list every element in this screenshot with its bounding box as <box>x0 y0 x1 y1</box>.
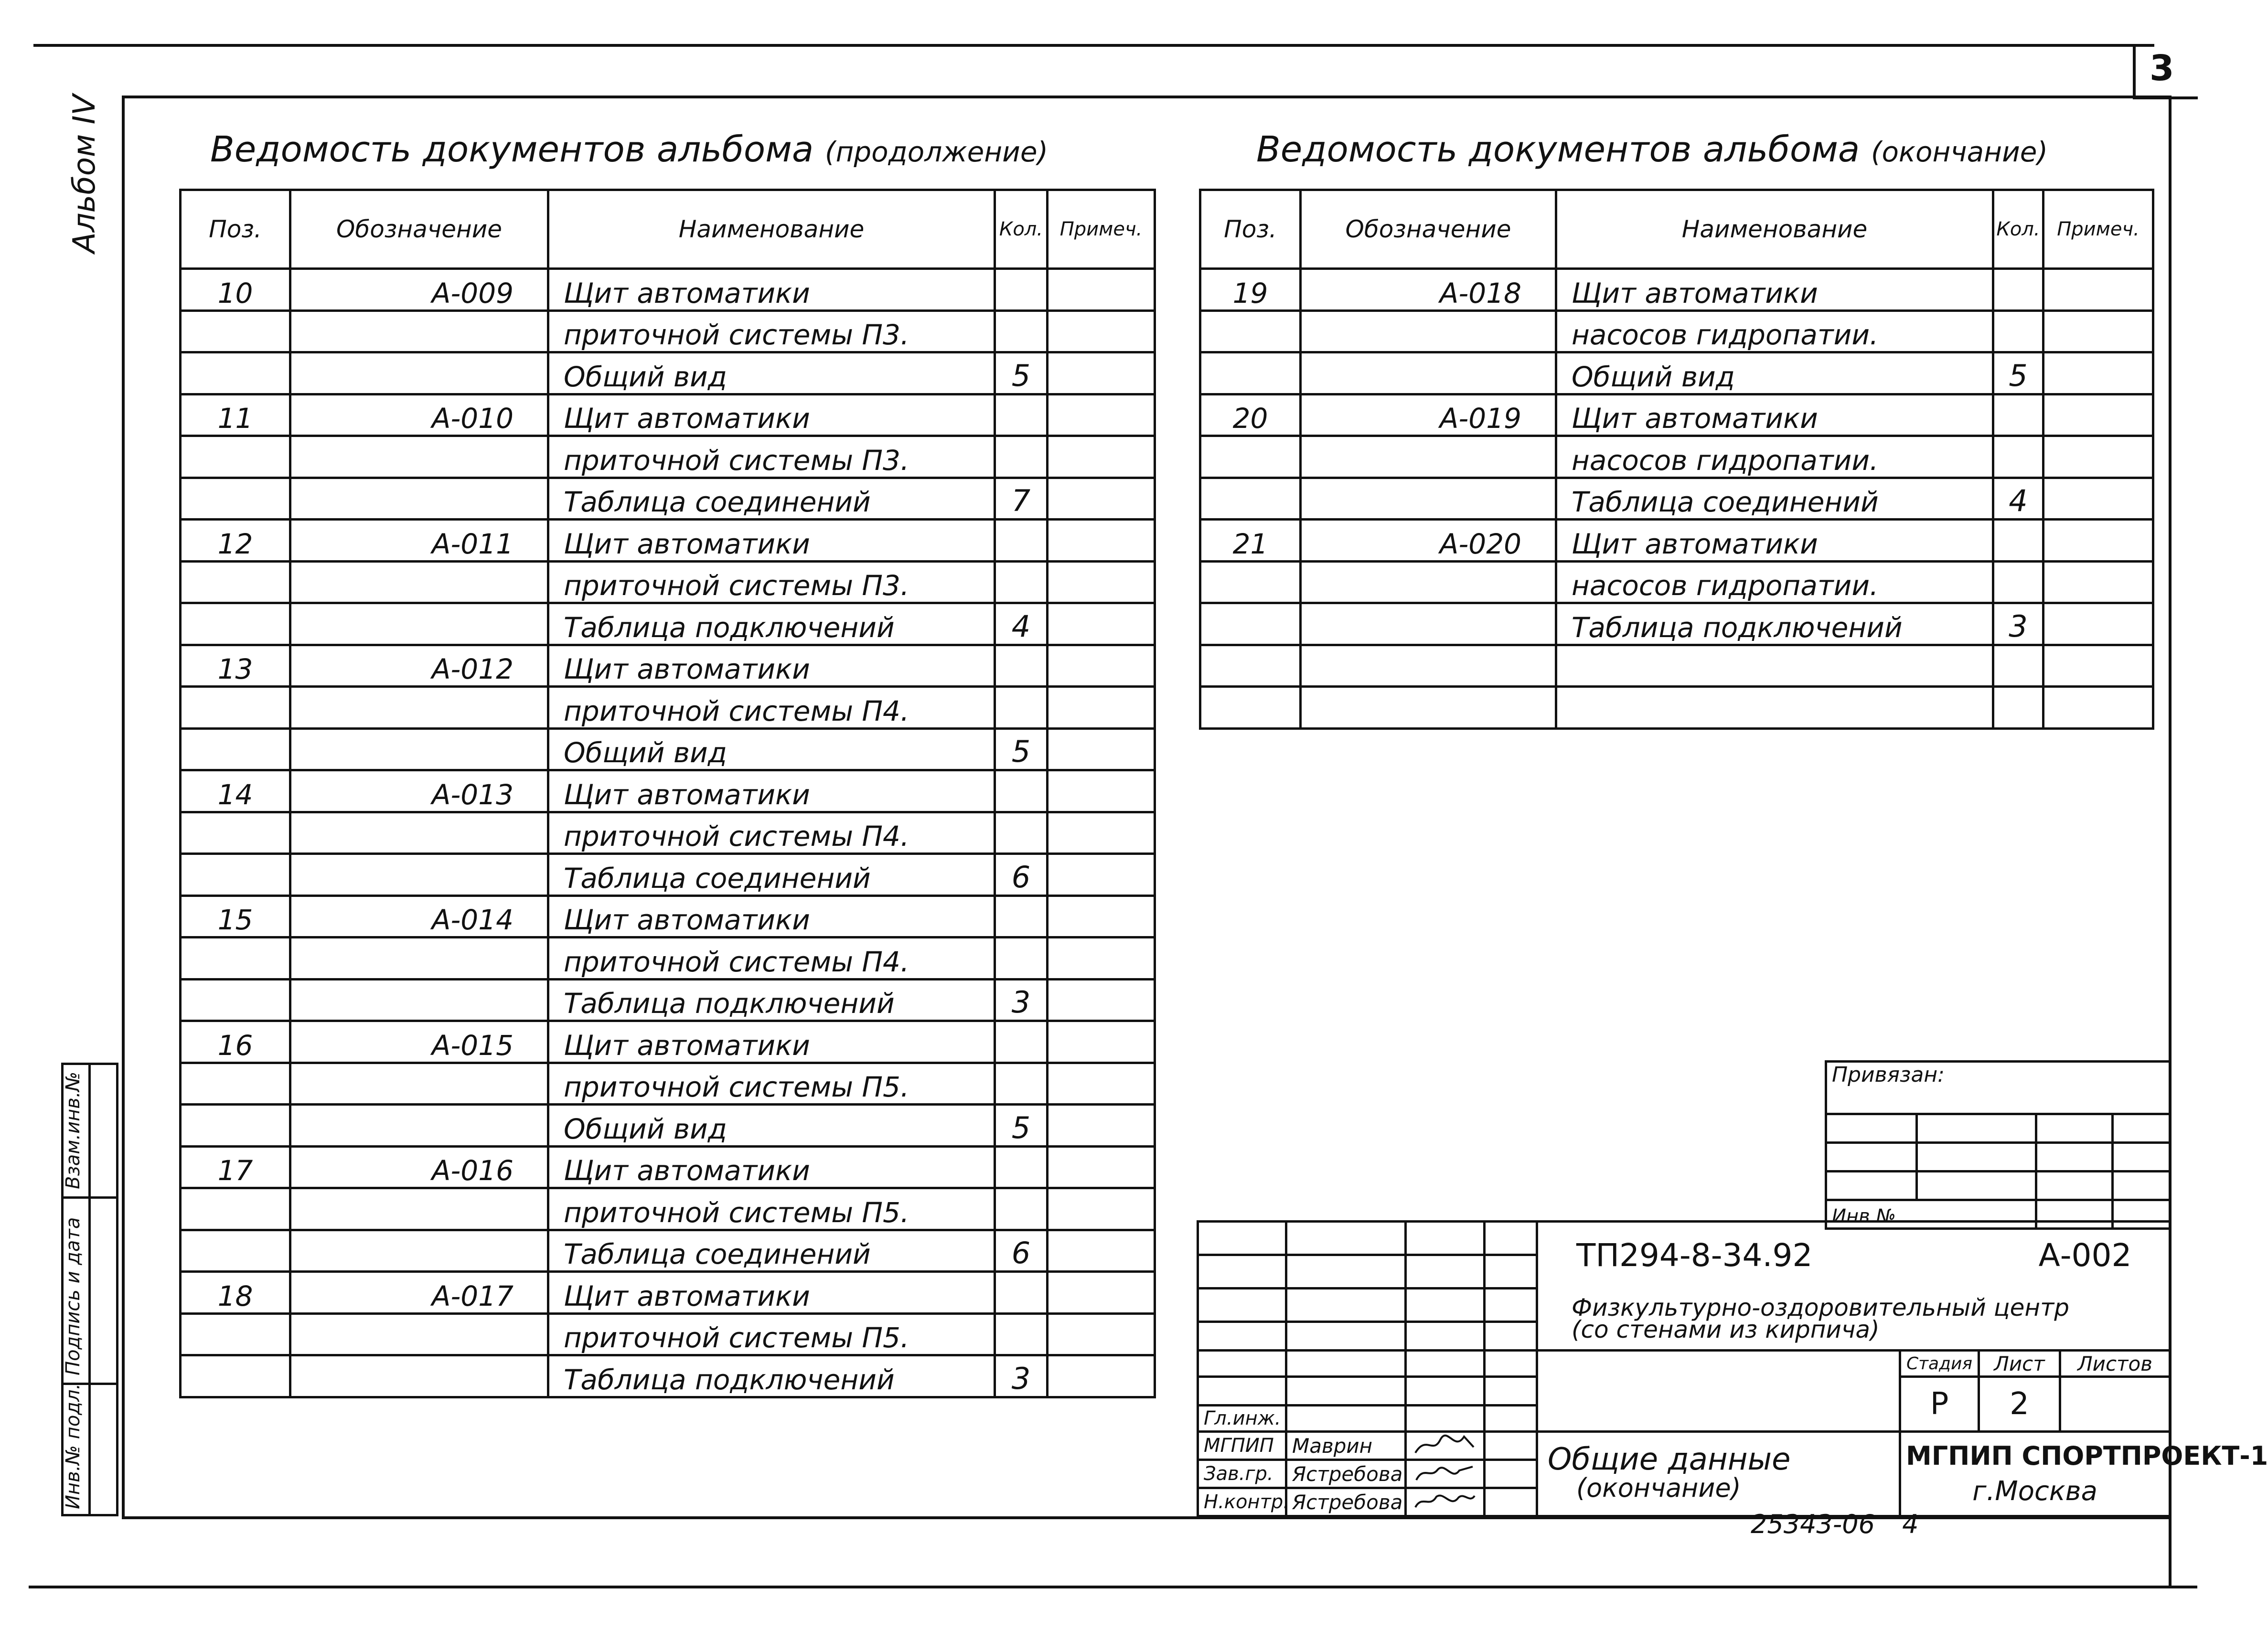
table-row <box>1200 687 2153 729</box>
signature-icon <box>1412 1433 1478 1457</box>
doc-note <box>1048 1272 1155 1314</box>
doc-name: приточной системы П5. <box>548 1313 995 1355</box>
frame-left <box>122 96 125 1519</box>
header-code: Обозначение <box>290 190 548 269</box>
doc-code <box>290 979 548 1021</box>
header-qty: Кол. <box>1993 190 2043 269</box>
doc-code: А-010 <box>290 394 548 436</box>
doc-quantity <box>1993 394 2043 436</box>
doc-quantity <box>1993 561 2043 603</box>
doc-position <box>1200 352 1301 394</box>
doc-note <box>2043 478 2153 520</box>
doc-name: Таблица подключений <box>548 1355 995 1397</box>
table-row <box>181 1146 1155 1188</box>
doc-name: Таблица соединений <box>1556 478 1993 520</box>
doc-quantity <box>995 1063 1048 1105</box>
doc-name: приточной системы П3. <box>548 436 995 478</box>
sheet-code: А-002 <box>2038 1237 2132 1274</box>
header-pos: Поз. <box>181 190 290 269</box>
doc-code <box>290 436 548 478</box>
right-register-header-row <box>1200 190 2153 269</box>
table-row <box>1200 520 2153 562</box>
doc-quantity <box>995 1021 1048 1063</box>
table-row <box>181 645 1155 687</box>
doc-note <box>2043 687 2153 729</box>
table-row <box>181 269 1155 311</box>
doc-position <box>1200 478 1301 520</box>
doc-code <box>290 603 548 645</box>
doc-note <box>1048 310 1155 352</box>
doc-quantity <box>1993 645 2043 687</box>
doc-note <box>1048 603 1155 645</box>
table-row <box>181 770 1155 812</box>
doc-code <box>290 561 548 603</box>
doc-name: Щит автоматики <box>548 269 995 311</box>
doc-position <box>181 854 290 896</box>
side-strip-sep-1 <box>61 1196 118 1199</box>
doc-position <box>181 603 290 645</box>
table-row <box>181 436 1155 478</box>
doc-position <box>181 1063 290 1105</box>
frame-top <box>122 96 2171 98</box>
table-row <box>1200 478 2153 520</box>
doc-position <box>181 561 290 603</box>
doc-note <box>1048 895 1155 938</box>
doc-code <box>290 352 548 394</box>
doc-quantity <box>995 1146 1048 1188</box>
doc-quantity <box>995 812 1048 854</box>
doc-note <box>1048 561 1155 603</box>
doc-note <box>1048 436 1155 478</box>
doc-position <box>181 728 290 770</box>
doc-note <box>2043 603 2153 645</box>
doc-code <box>1301 561 1556 603</box>
doc-code <box>290 1063 548 1105</box>
binding-label: Привязан: <box>1832 1063 1945 1087</box>
table-row <box>181 1313 1155 1355</box>
doc-quantity <box>995 687 1048 729</box>
doc-code <box>1301 478 1556 520</box>
doc-name: Щит автоматики <box>548 1146 995 1188</box>
doc-code <box>290 687 548 729</box>
doc-position <box>1200 436 1301 478</box>
header-name: Наименование <box>548 190 995 269</box>
doc-quantity <box>995 561 1048 603</box>
doc-position <box>181 478 290 520</box>
doc-quantity <box>1993 436 2043 478</box>
doc-position: 13 <box>181 645 290 687</box>
doc-name: приточной системы П3. <box>548 310 995 352</box>
table-row <box>181 1063 1155 1105</box>
doc-code <box>290 938 548 980</box>
doc-code: А-014 <box>290 895 548 938</box>
doc-position <box>181 687 290 729</box>
doc-code <box>290 1230 548 1272</box>
doc-quantity <box>995 1272 1048 1314</box>
signature-icon <box>1412 1489 1478 1513</box>
side-field-inventory: Инв.№ подл. <box>62 1383 84 1509</box>
doc-name: Щит автоматики <box>548 645 995 687</box>
table-row <box>1200 436 2153 478</box>
doc-note <box>2043 310 2153 352</box>
left-register-header-row <box>181 190 1155 269</box>
album-label: Альбом IV <box>67 94 102 253</box>
doc-name: Таблица подключений <box>548 603 995 645</box>
binding-inventory-label: Инв.№ <box>1832 1205 1896 1227</box>
drawing-title-line2: (окончание) <box>1576 1473 1741 1503</box>
table-row <box>181 520 1155 562</box>
table-row <box>181 938 1155 980</box>
object-name-line2: (со стенами из кирпича) <box>1572 1316 1880 1344</box>
signature-mark <box>1406 1460 1485 1488</box>
table-row <box>181 895 1155 938</box>
doc-name: Щит автоматики <box>548 895 995 938</box>
doc-position: 15 <box>181 895 290 938</box>
table-row <box>181 1272 1155 1314</box>
signer-name: Маврин <box>1286 1432 1406 1460</box>
doc-name: Щит автоматики <box>548 1021 995 1063</box>
revision-row <box>1198 1289 2170 1322</box>
doc-name <box>1556 687 1993 729</box>
signer-role: Гл.инж. <box>1198 1406 1286 1432</box>
doc-position: 17 <box>181 1146 290 1188</box>
doc-code <box>290 1355 548 1397</box>
side-field-replacement: Взам.инв.№ <box>62 1071 84 1189</box>
table-row <box>181 603 1155 645</box>
table-row <box>1200 269 2153 311</box>
signer-role: МГПИП <box>1198 1432 1286 1460</box>
header-note: Примеч. <box>2043 190 2153 269</box>
table-row <box>1200 310 2153 352</box>
doc-quantity: 6 <box>995 854 1048 896</box>
doc-quantity: 4 <box>995 603 1048 645</box>
doc-code <box>290 1188 548 1230</box>
doc-name: Щит автоматики <box>1556 520 1993 562</box>
doc-position <box>1200 310 1301 352</box>
doc-code <box>290 1105 548 1147</box>
doc-quantity: 5 <box>995 1105 1048 1147</box>
doc-name: Таблица подключений <box>548 979 995 1021</box>
doc-position: 12 <box>181 520 290 562</box>
page-number: 3 <box>2150 48 2174 89</box>
sheets-label: Листов <box>2060 1351 2170 1377</box>
doc-code: А-018 <box>1301 269 1556 311</box>
doc-position: 10 <box>181 269 290 311</box>
doc-name: Щит автоматики <box>548 1272 995 1314</box>
doc-name: Таблица соединений <box>548 854 995 896</box>
table-row <box>181 728 1155 770</box>
table-row <box>181 1230 1155 1272</box>
doc-quantity <box>995 1188 1048 1230</box>
archive-number-suffix: 4 <box>1902 1509 1919 1539</box>
table-row <box>1200 352 2153 394</box>
doc-position: 11 <box>181 394 290 436</box>
doc-note <box>1048 394 1155 436</box>
doc-name: Таблица соединений <box>548 1230 995 1272</box>
doc-quantity: 6 <box>995 1230 1048 1272</box>
doc-quantity <box>995 770 1048 812</box>
doc-position <box>1200 603 1301 645</box>
doc-quantity <box>995 1313 1048 1355</box>
doc-position: 16 <box>181 1021 290 1063</box>
left-register-title <box>210 129 1048 170</box>
doc-position: 18 <box>181 1272 290 1314</box>
right-register-subtitle: (окончание) <box>1871 136 2048 168</box>
doc-quantity <box>995 394 1048 436</box>
doc-code <box>1301 687 1556 729</box>
doc-note <box>1048 478 1155 520</box>
side-field-signature: Подпись и дата <box>62 1217 84 1375</box>
doc-note <box>2043 561 2153 603</box>
doc-position: 19 <box>1200 269 1301 311</box>
doc-name: Общий вид <box>1556 352 1993 394</box>
table-row <box>181 1021 1155 1063</box>
doc-note <box>1048 938 1155 980</box>
header-pos: Поз. <box>1200 190 1301 269</box>
doc-code <box>290 1313 548 1355</box>
doc-code <box>290 478 548 520</box>
doc-name: Общий вид <box>548 352 995 394</box>
doc-code: А-013 <box>290 770 548 812</box>
doc-name: Общий вид <box>548 728 995 770</box>
doc-position <box>181 1355 290 1397</box>
doc-position <box>181 979 290 1021</box>
doc-quantity <box>1993 687 2043 729</box>
doc-quantity: 5 <box>995 352 1048 394</box>
doc-quantity: 3 <box>995 979 1048 1021</box>
doc-name <box>1556 645 1993 687</box>
sheet-label: Лист <box>1979 1351 2060 1377</box>
doc-note <box>1048 687 1155 729</box>
doc-name: Щит автоматики <box>548 394 995 436</box>
doc-name: приточной системы П5. <box>548 1188 995 1230</box>
object-name-line1: Физкультурно-оздоровительный центр <box>1572 1294 2069 1322</box>
doc-position <box>181 1313 290 1355</box>
archive-number <box>1751 1509 1919 1539</box>
doc-position: 14 <box>181 770 290 812</box>
archive-number-value: 25343-06 <box>1751 1509 1875 1539</box>
doc-quantity: 3 <box>995 1355 1048 1397</box>
doc-position <box>181 1188 290 1230</box>
doc-position <box>181 938 290 980</box>
right-register-table <box>1199 189 2154 730</box>
doc-note <box>1048 854 1155 896</box>
signature-icon <box>1412 1461 1478 1485</box>
doc-note <box>2043 436 2153 478</box>
doc-quantity <box>1993 520 2043 562</box>
top-edge-line <box>33 44 2154 47</box>
doc-code <box>290 854 548 896</box>
table-row <box>181 561 1155 603</box>
signature-mark <box>1406 1488 1485 1516</box>
doc-code <box>1301 352 1556 394</box>
header-name: Наименование <box>1556 190 1993 269</box>
table-row <box>181 478 1155 520</box>
doc-note <box>1048 728 1155 770</box>
doc-position <box>181 436 290 478</box>
signer-name <box>1286 1406 1406 1432</box>
doc-code: А-016 <box>290 1146 548 1188</box>
doc-note <box>1048 1146 1155 1188</box>
doc-quantity: 7 <box>995 478 1048 520</box>
organization-line2: г.Москва <box>1972 1476 2097 1507</box>
doc-note <box>1048 352 1155 394</box>
doc-note <box>1048 770 1155 812</box>
title-block <box>1197 1220 2268 1517</box>
doc-position: 21 <box>1200 520 1301 562</box>
binding-block <box>1825 1060 2171 1230</box>
sheet-value: 2 <box>1979 1377 2060 1432</box>
doc-note <box>1048 1355 1155 1397</box>
doc-name: Щит автоматики <box>548 770 995 812</box>
doc-note <box>2043 394 2153 436</box>
doc-note <box>1048 520 1155 562</box>
signer-role: Н.контр. <box>1198 1488 1286 1516</box>
header-code: Обозначение <box>1301 190 1556 269</box>
doc-name: приточной системы П4. <box>548 938 995 980</box>
doc-quantity: 5 <box>995 728 1048 770</box>
right-register-title <box>1256 129 2048 170</box>
doc-quantity <box>995 269 1048 311</box>
drawing-title-line1: Общие данные <box>1548 1442 1791 1477</box>
bottom-edge-line <box>29 1586 2197 1588</box>
doc-name: приточной системы П3. <box>548 561 995 603</box>
doc-quantity <box>995 895 1048 938</box>
table-row <box>181 812 1155 854</box>
doc-quantity: 4 <box>1993 478 2043 520</box>
doc-quantity <box>995 645 1048 687</box>
left-register-title-text: Ведомость документов альбома <box>210 129 814 170</box>
stage-value: Р <box>1900 1377 1979 1432</box>
doc-position <box>181 310 290 352</box>
doc-quantity <box>1993 310 2043 352</box>
doc-name: Щит автоматики <box>548 520 995 562</box>
organization-line1: МГПИП СПОРТПРОЕКТ-1 <box>1906 1441 2268 1471</box>
doc-code <box>1301 310 1556 352</box>
table-row <box>181 352 1155 394</box>
doc-note <box>1048 1021 1155 1063</box>
doc-position <box>181 812 290 854</box>
table-row <box>1200 394 2153 436</box>
doc-note <box>1048 1188 1155 1230</box>
doc-code <box>290 310 548 352</box>
doc-code <box>1301 436 1556 478</box>
project-code: ТП294-8-34.92 <box>1576 1237 1813 1274</box>
table-row <box>1200 603 2153 645</box>
header-qty: Кол. <box>995 190 1048 269</box>
doc-note <box>1048 269 1155 311</box>
revision-row <box>1198 1222 2170 1255</box>
doc-code <box>290 812 548 854</box>
table-row <box>181 979 1155 1021</box>
table-row <box>181 310 1155 352</box>
doc-position: 20 <box>1200 394 1301 436</box>
doc-position <box>181 352 290 394</box>
doc-code: А-011 <box>290 520 548 562</box>
revision-row <box>1198 1351 2170 1377</box>
doc-quantity <box>995 436 1048 478</box>
doc-position <box>1200 645 1301 687</box>
doc-note <box>1048 979 1155 1021</box>
doc-note <box>2043 269 2153 311</box>
table-row <box>181 394 1155 436</box>
signer-name: Ястребова <box>1286 1460 1406 1488</box>
doc-note <box>1048 812 1155 854</box>
signer-role: Зав.гр. <box>1198 1460 1286 1488</box>
doc-code <box>1301 645 1556 687</box>
table-row <box>181 854 1155 896</box>
doc-name: Таблица соединений <box>548 478 995 520</box>
doc-position <box>181 1230 290 1272</box>
doc-note <box>1048 645 1155 687</box>
doc-quantity: 3 <box>1993 603 2043 645</box>
doc-note <box>1048 1230 1155 1272</box>
table-row <box>181 1105 1155 1147</box>
doc-code <box>290 728 548 770</box>
doc-name: насосов гидропатии. <box>1556 561 1993 603</box>
doc-code: А-020 <box>1301 520 1556 562</box>
doc-position <box>181 1105 290 1147</box>
doc-note <box>2043 520 2153 562</box>
doc-note <box>2043 645 2153 687</box>
side-strip-divider <box>88 1063 91 1516</box>
doc-note <box>1048 1313 1155 1355</box>
doc-position <box>1200 561 1301 603</box>
doc-name: Щит автоматики <box>1556 269 1993 311</box>
left-register-table <box>179 189 1156 1398</box>
table-row <box>181 1355 1155 1397</box>
right-register-title-text: Ведомость документов альбома <box>1256 129 1860 170</box>
doc-name: приточной системы П5. <box>548 1063 995 1105</box>
doc-name: приточной системы П4. <box>548 687 995 729</box>
stage-label: Стадия <box>1900 1351 1979 1377</box>
doc-quantity <box>995 310 1048 352</box>
doc-note <box>1048 1105 1155 1147</box>
doc-quantity <box>1993 269 2043 311</box>
doc-name: Общий вид <box>548 1105 995 1147</box>
doc-quantity <box>995 938 1048 980</box>
doc-code: А-009 <box>290 269 548 311</box>
doc-name: Щит автоматики <box>1556 394 1993 436</box>
doc-name: Таблица подключений <box>1556 603 1993 645</box>
doc-quantity: 5 <box>1993 352 2043 394</box>
doc-position <box>1200 687 1301 729</box>
doc-code: А-012 <box>290 645 548 687</box>
doc-code: А-017 <box>290 1272 548 1314</box>
doc-name: насосов гидропатии. <box>1556 436 1993 478</box>
left-register-subtitle: (продолжение) <box>824 136 1048 168</box>
table-row <box>181 1188 1155 1230</box>
doc-code: А-019 <box>1301 394 1556 436</box>
signer-row <box>1198 1432 2170 1460</box>
doc-code <box>1301 603 1556 645</box>
doc-note <box>1048 1063 1155 1105</box>
doc-note <box>2043 352 2153 394</box>
signer-name: Ястребова <box>1286 1488 1406 1516</box>
header-note: Примеч. <box>1048 190 1155 269</box>
signature-mark <box>1406 1432 1485 1460</box>
doc-name: приточной системы П4. <box>548 812 995 854</box>
doc-name: насосов гидропатии. <box>1556 310 1993 352</box>
table-row <box>1200 645 2153 687</box>
table-row <box>1200 561 2153 603</box>
doc-quantity <box>995 520 1048 562</box>
sheets-value <box>2060 1377 2170 1432</box>
doc-code: А-015 <box>290 1021 548 1063</box>
table-row <box>181 687 1155 729</box>
